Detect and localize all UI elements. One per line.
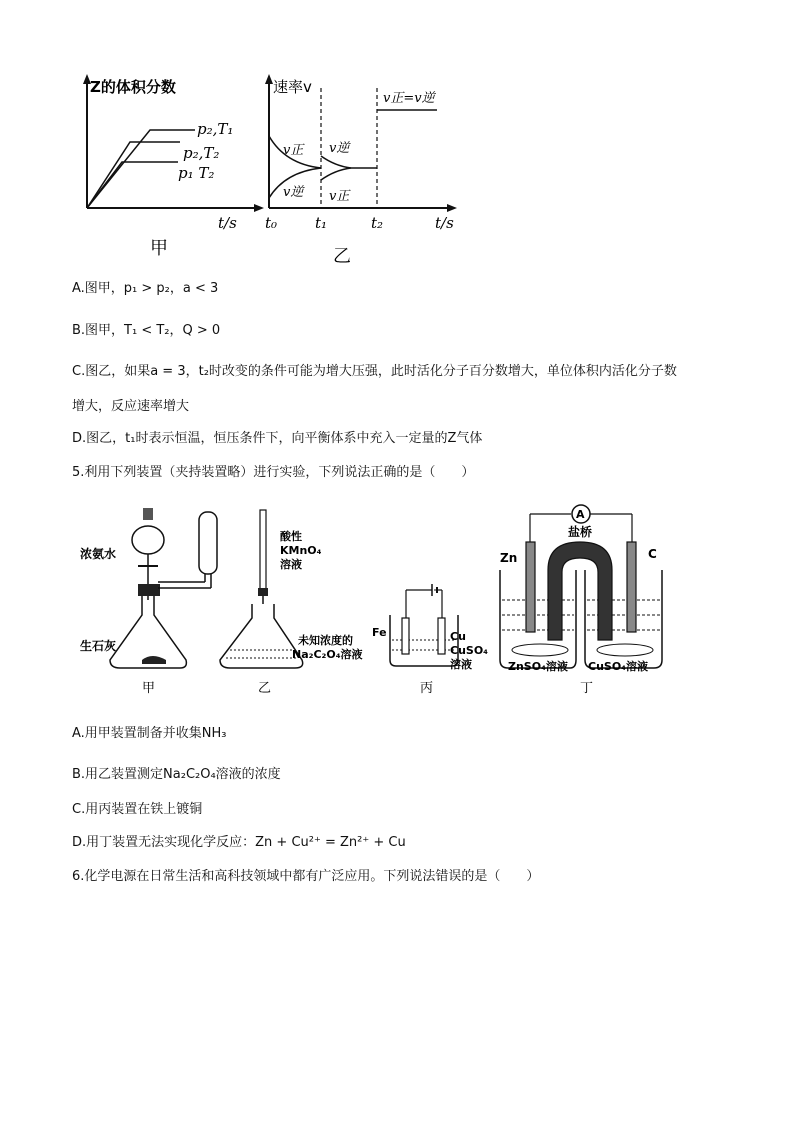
graph-jia-curve3-label: p₁ T₂ bbox=[178, 164, 215, 182]
q5-option-a: A.用甲装置制备并收集NH₃ bbox=[72, 726, 227, 741]
apparatus-jia bbox=[80, 508, 217, 696]
q4-option-d: D.图乙，t₁时表示恒温，恒压条件下，向平衡体系中充入一定量的Z气体 bbox=[72, 431, 483, 446]
graph-yi-v-reverse-1: v逆 bbox=[283, 185, 304, 200]
graph-yi-v-reverse-2: v逆 bbox=[329, 141, 350, 156]
q5-option-c: C.用丙装置在铁上镀铜 bbox=[72, 802, 203, 817]
graph-yi-t2: t₂ bbox=[371, 214, 384, 232]
graph-yi bbox=[255, 68, 470, 268]
apparatus-ding-zn-label: Zn bbox=[500, 551, 518, 565]
apparatus-figure bbox=[80, 500, 670, 700]
apparatus-ding-ammeter-label: A bbox=[576, 508, 585, 521]
graph-yi-v-forward-2: v正 bbox=[329, 189, 350, 204]
graph-jia-curve1-label: p₂,T₁ bbox=[197, 120, 234, 138]
apparatus-yi-label-unknown: 未知浓度的 bbox=[298, 634, 353, 647]
graph-jia bbox=[70, 68, 270, 263]
apparatus-ding-znso4-label: ZnSO₄溶液 bbox=[508, 660, 568, 673]
apparatus-ding-caption: 丁 bbox=[580, 681, 594, 696]
graph-yi-ylabel: 速率v bbox=[273, 78, 312, 96]
q5-option-d: D.用丁装置无法实现化学反应：Zn + Cu²⁺ = Zn²⁺ + Cu bbox=[72, 835, 406, 850]
q4-option-c-line2: 增大，反应速率增大 bbox=[72, 399, 190, 414]
q4-option-c-line1: C.图乙，如果a = 3，t₂时改变的条件可能为增大压强，此时活化分子百分数增大，单位体积内活化分子数 bbox=[72, 364, 677, 379]
apparatus-bing-cu-label: Cu bbox=[450, 630, 466, 643]
apparatus-yi bbox=[220, 510, 363, 696]
q5-option-b: B.用乙装置测定Na₂C₂O₄溶液的浓度 bbox=[72, 767, 281, 782]
graph-yi-xlabel: t/s bbox=[435, 214, 454, 232]
graph-jia-caption: 甲 bbox=[150, 238, 168, 259]
graph-yi-t0: t₀ bbox=[265, 214, 278, 232]
apparatus-bing bbox=[372, 584, 488, 696]
graph-jia-xlabel: t/s bbox=[218, 214, 237, 232]
q4-option-b: B.图甲，T₁ < T₂，Q > 0 bbox=[72, 323, 221, 338]
apparatus-bing-caption: 丙 bbox=[420, 681, 434, 696]
apparatus-ding-c-label: C bbox=[648, 547, 657, 561]
apparatus-ding-cuso4-label: CuSO₄溶液 bbox=[588, 660, 648, 673]
q6-stem: 6.化学电源在日常生活和高科技领域中都有广泛应用。下列说法错误的是（ ） bbox=[72, 869, 540, 884]
graph-yi-v-forward-1: v正 bbox=[283, 143, 304, 158]
apparatus-yi-caption: 乙 bbox=[258, 681, 272, 696]
apparatus-jia-label-ammonia: 浓氨水 bbox=[80, 547, 117, 561]
apparatus-jia-label-lime: 生石灰 bbox=[80, 639, 117, 653]
graph-yi-caption: 乙 bbox=[333, 246, 351, 267]
apparatus-bing-fe-label: Fe bbox=[372, 626, 387, 639]
apparatus-yi-label-solution: 溶液 bbox=[280, 558, 302, 571]
q4-option-a: A.图甲，p₁ > p₂，a < 3 bbox=[72, 281, 219, 296]
apparatus-yi-label-na2c2o4: Na₂C₂O₄溶液 bbox=[292, 648, 363, 661]
graph-yi-v-equal: v正=v逆 bbox=[383, 91, 435, 106]
apparatus-yi-label-kmno4: KMnO₄ bbox=[280, 544, 322, 557]
graph-jia-curve2-label: p₂,T₂ bbox=[183, 144, 220, 162]
q5-stem: 5.利用下列装置（夹持装置略）进行实验，下列说法正确的是（ ） bbox=[72, 465, 475, 480]
graph-yi-t1: t₁ bbox=[315, 214, 328, 232]
graph-jia-ylabel: Z的体积分数 bbox=[90, 78, 176, 96]
apparatus-yi-label-acidic: 酸性 bbox=[280, 530, 302, 543]
apparatus-bing-cuso4-label: CuSO₄ bbox=[450, 644, 488, 657]
apparatus-jia-caption: 甲 bbox=[142, 681, 156, 696]
apparatus-ding-bridge-label: 盐桥 bbox=[568, 525, 593, 539]
apparatus-bing-solution-label: 溶液 bbox=[450, 658, 472, 671]
apparatus-ding bbox=[500, 505, 662, 696]
